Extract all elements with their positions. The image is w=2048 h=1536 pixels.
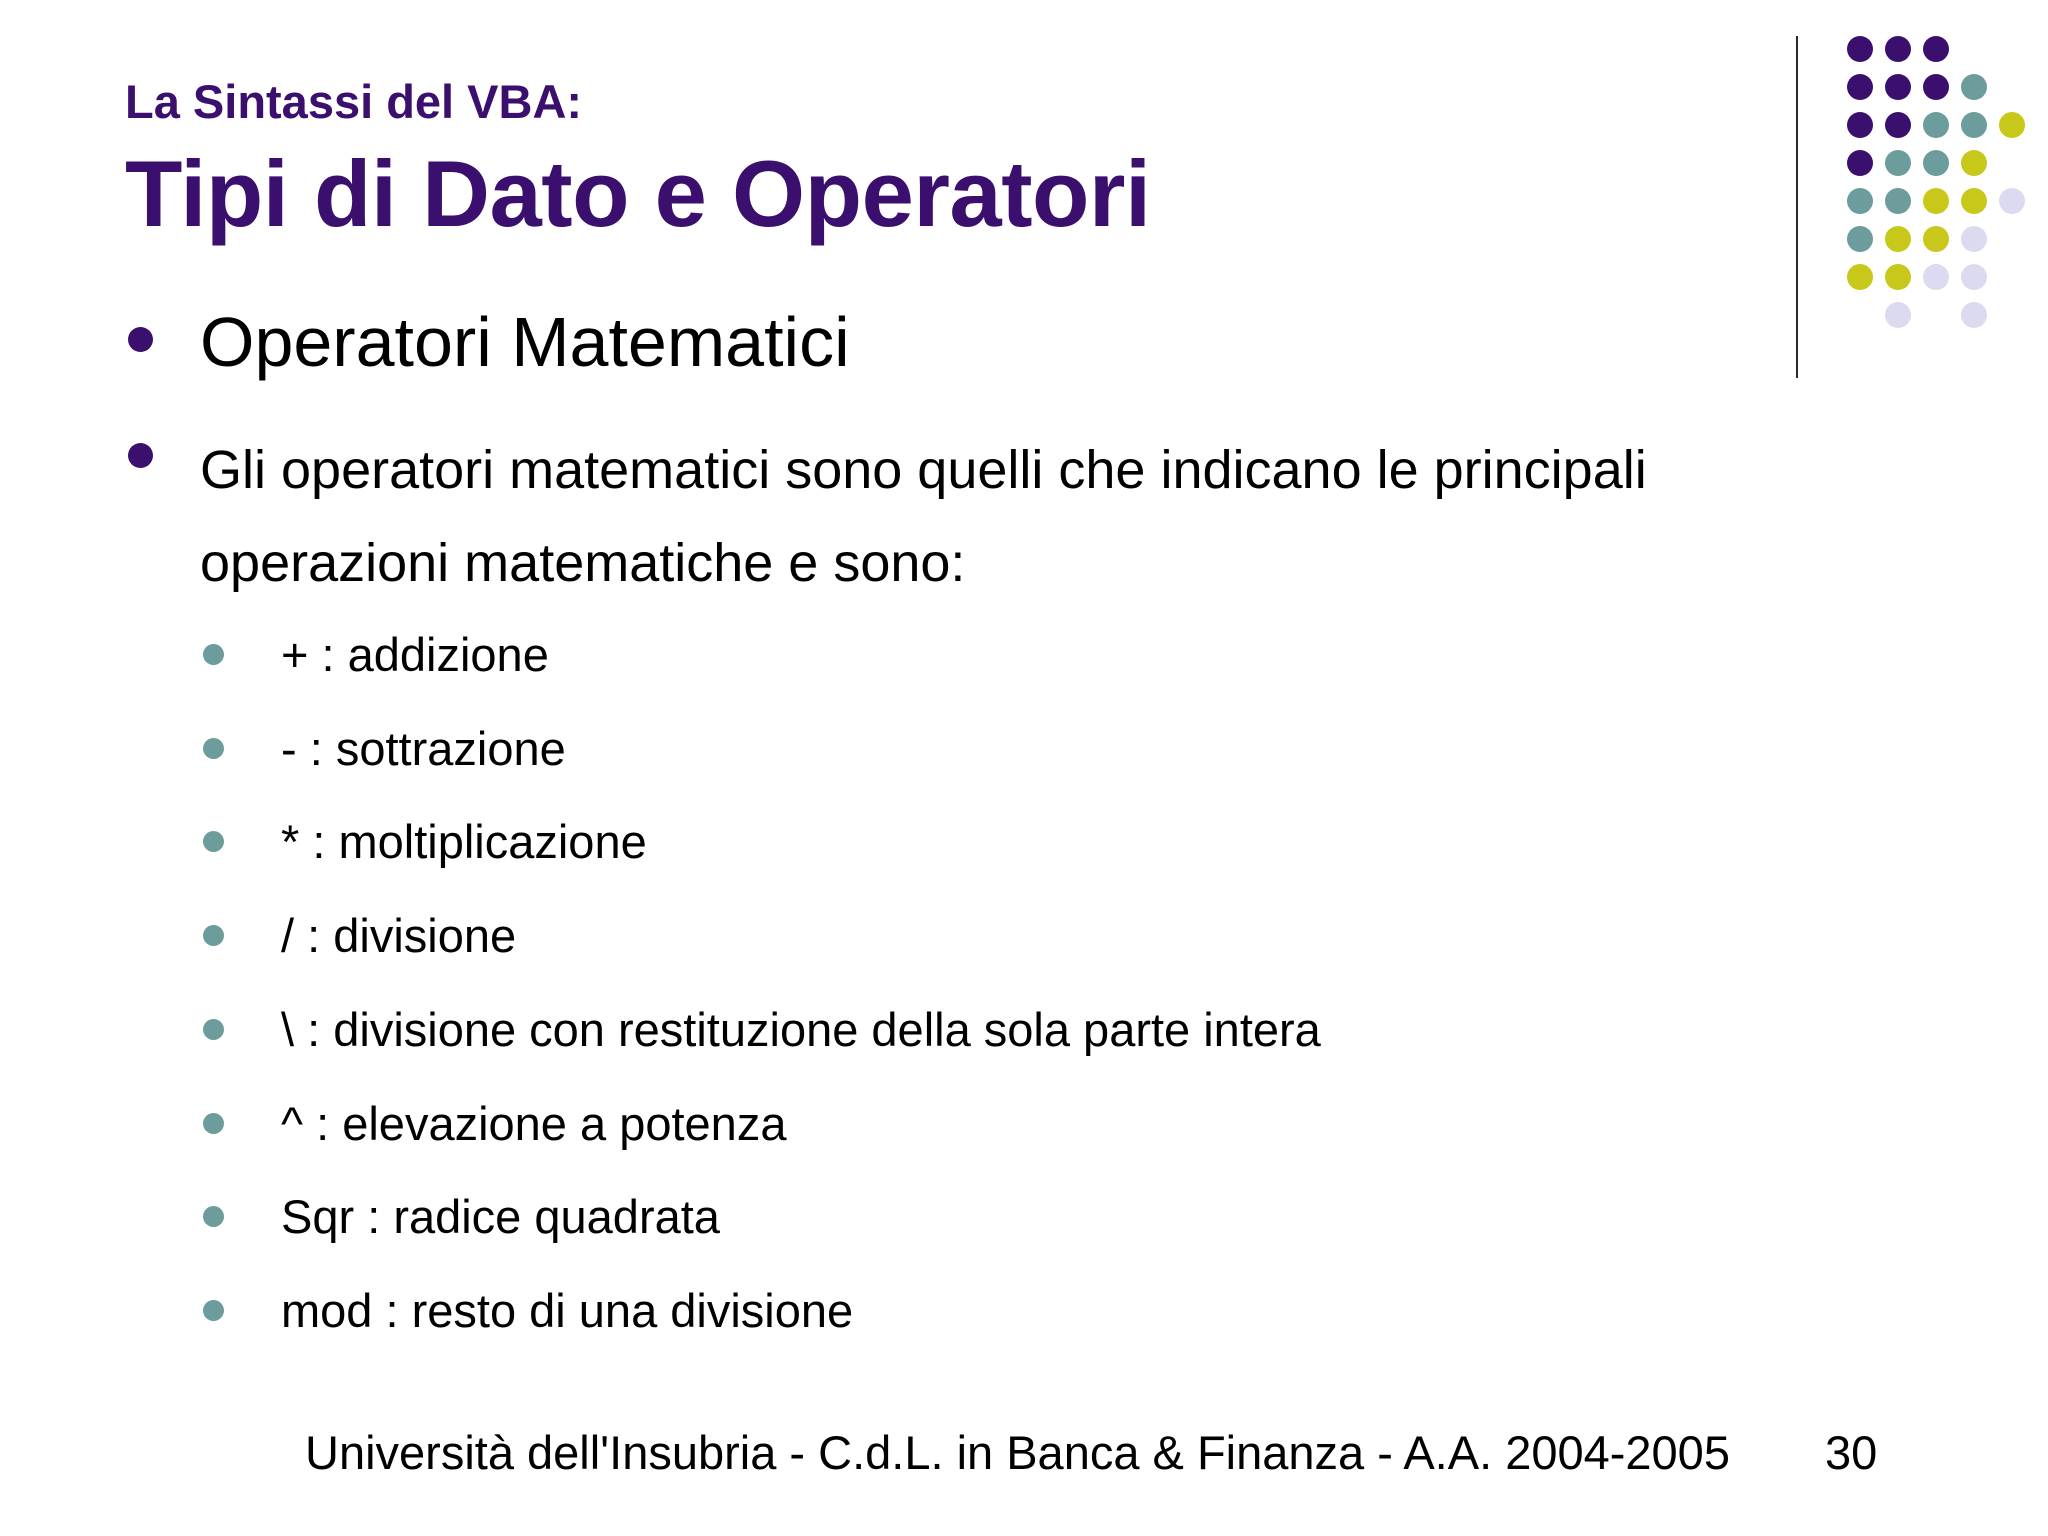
operator-text: / : divisione — [281, 909, 517, 962]
bullet-dot — [203, 738, 224, 759]
list-item — [0, 1284, 1700, 1349]
bullet-dot — [203, 1019, 224, 1040]
bullet-dot — [203, 1113, 224, 1134]
list-item — [0, 722, 1700, 787]
operator-text: \ : divisione con restituzione della sola parte intera — [281, 1003, 1321, 1056]
operator-text: Sqr : radice quadrata — [281, 1190, 720, 1243]
list-item — [0, 815, 1700, 880]
decorative-dot-purple — [1885, 112, 1911, 138]
bullet-dot — [203, 644, 224, 665]
decorative-dot-lavender — [1961, 264, 1987, 290]
decorative-dot-teal — [1885, 150, 1911, 176]
operator-text: mod : resto di una divisione — [281, 1284, 854, 1337]
bullet-dot — [128, 443, 153, 468]
slide-subtitle: La Sintassi del VBA: — [125, 75, 583, 128]
decorative-dot-lavender — [1999, 188, 2025, 214]
slide-title: Tipi di Dato e Operatori — [125, 141, 1151, 246]
bullet-dot — [128, 327, 153, 352]
decorative-dot-lavender — [1885, 302, 1911, 328]
slide-footer: Università dell'Insubria - C.d.L. in Banca & Finanza - A.A. 2004-2005 — [305, 1426, 1730, 1479]
page-number: 30 — [1825, 1426, 1878, 1479]
decorative-dot-lavender — [1961, 302, 1987, 328]
intro-bullet-text: Gli operatori matematici sono quelli che indicano le principali operazioni matematiche e sono: — [200, 440, 1647, 593]
heading-bullet-text: Operatori Matematici — [200, 303, 850, 381]
decorative-dot-purple — [1885, 36, 1911, 62]
list-item — [0, 909, 1700, 974]
decorative-dot-teal — [1923, 112, 1949, 138]
decorative-dot-teal — [1885, 188, 1911, 214]
decorative-dot-lavender — [1961, 226, 1987, 252]
decorative-dot-purple — [1847, 150, 1873, 176]
decorative-dot-purple — [1923, 74, 1949, 100]
decorative-dot-lavender — [1923, 264, 1949, 290]
decorative-dot-teal — [1847, 226, 1873, 252]
list-item — [0, 1190, 1700, 1255]
decorative-dot-teal — [1961, 112, 1987, 138]
decorative-dot-yellow — [1923, 226, 1949, 252]
decorative-dot-yellow — [1961, 188, 1987, 214]
list-item — [0, 628, 1700, 693]
bullet-dot — [203, 1300, 224, 1321]
decorative-dot-purple — [1923, 36, 1949, 62]
decorative-dot-teal — [1847, 188, 1873, 214]
operator-text: - : sottrazione — [281, 722, 566, 775]
bullet-dot — [203, 1206, 224, 1227]
operator-text: ^ : elevazione a potenza — [281, 1097, 787, 1150]
decorative-dot-yellow — [1999, 112, 2025, 138]
list-item — [0, 1003, 1700, 1068]
list-item — [0, 1097, 1700, 1162]
decorative-dot-teal — [1923, 150, 1949, 176]
decorative-dot-purple — [1847, 36, 1873, 62]
decorative-dot-purple — [1847, 74, 1873, 100]
decorative-dot-yellow — [1885, 226, 1911, 252]
decorative-dot-yellow — [1923, 188, 1949, 214]
decorative-dot-yellow — [1885, 264, 1911, 290]
operator-text: + : addizione — [281, 628, 549, 681]
decorative-dot-yellow — [1847, 264, 1873, 290]
bullet-dot — [203, 925, 224, 946]
operator-text: * : moltiplicazione — [281, 815, 647, 868]
decorative-dot-purple — [1847, 112, 1873, 138]
decorative-dot-yellow — [1961, 150, 1987, 176]
decorative-dot-teal — [1961, 74, 1987, 100]
decorative-dot-purple — [1885, 74, 1911, 100]
bullet-dot — [203, 831, 224, 852]
